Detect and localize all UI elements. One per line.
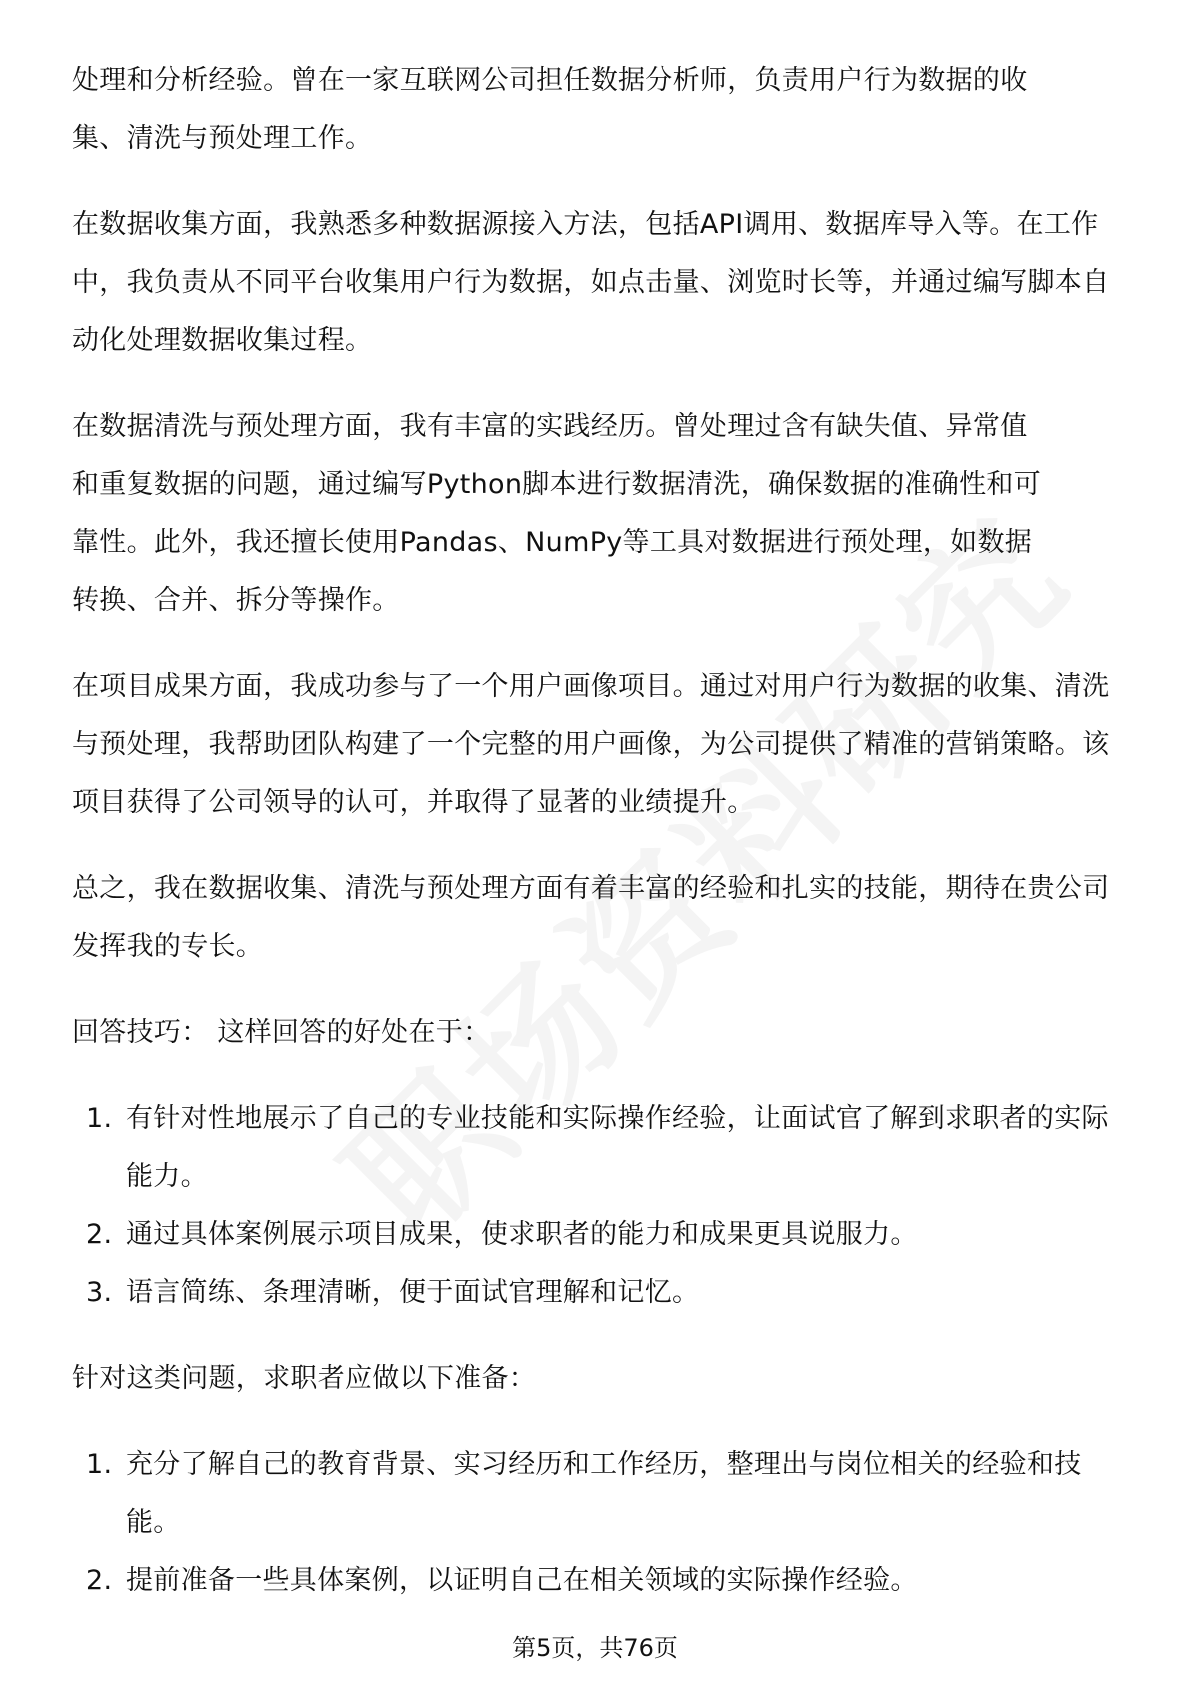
list-item-number: 2. xyxy=(86,1565,113,1596)
paragraph-data-cleaning: 在数据清洗与预处理方面，我有丰富的实践经历。曾处理过含有缺失值、异常值和重复数据的问题，通过编写Python脚本进行数据清洗，确保数据的准确性和可靠性。此外，我还擅长使用Pandas、NumPy等工具对数据进行预处理，如数据转换、合并、拆分等操作。 xyxy=(72,411,1041,616)
paragraph-experience-intro: 处理和分析经验。曾在一家互联网公司担任数据分析师，负责用户行为数据的收集、清洗与预处理工作。 xyxy=(72,65,1028,154)
list-item-text: 有针对性地展示了自己的专业技能和实际操作经验，让面试官了解到求职者的实际能力。 xyxy=(126,1103,1109,1192)
paragraph-preparation-heading: 针对这类问题，求职者应做以下准备： xyxy=(72,1363,537,1394)
paragraph-project-results: 在项目成果方面，我成功参与了一个用户画像项目。通过对用户行为数据的收集、清洗与预处理，我帮助团队构建了一个完整的用户画像，为公司提供了精准的营销策略。该项目获得了公司领导的认可，并取得了显著的业绩提升。 xyxy=(72,671,1110,818)
paragraph-answer-tips-heading: 回答技巧： 这样回答的好处在于： xyxy=(72,1017,491,1048)
list-item-text: 充分了解自己的教育背景、实习经历和工作经历，整理出与岗位相关的经验和技能。 xyxy=(126,1449,1082,1538)
list-item-text: 提前准备一些具体案例，以证明自己在相关领域的实际操作经验。 xyxy=(126,1565,918,1596)
list-item-number: 1. xyxy=(86,1103,113,1134)
list-item xyxy=(72,1436,1132,1552)
list-item xyxy=(72,1206,1132,1264)
preparation-list xyxy=(72,1436,1132,1610)
list-item-text: 通过具体案例展示项目成果，使求职者的能力和成果更具说服力。 xyxy=(126,1219,918,1250)
list-item-number: 1. xyxy=(86,1449,113,1480)
list-item-number: 3. xyxy=(86,1277,113,1308)
list-item xyxy=(72,1264,1132,1322)
list-item xyxy=(72,1552,1132,1610)
document-body xyxy=(72,52,1132,1638)
tips-list xyxy=(72,1090,1132,1322)
page-footer: 第5页，共76页 xyxy=(512,1634,678,1662)
list-item xyxy=(72,1090,1132,1206)
list-item-number: 2. xyxy=(86,1219,113,1250)
paragraph-summary: 总之，我在数据收集、清洗与预处理方面有着丰富的经验和扎实的技能，期待在贵公司发挥我的专长。 xyxy=(72,873,1110,962)
list-item-text: 语言简练、条理清晰，便于面试官理解和记忆。 xyxy=(126,1277,700,1308)
paragraph-data-collection: 在数据收集方面，我熟悉多种数据源接入方法，包括API调用、数据库导入等。在工作中，我负责从不同平台收集用户行为数据，如点击量、浏览时长等，并通过编写脚本自动化处理数据收集过程。 xyxy=(72,209,1110,356)
